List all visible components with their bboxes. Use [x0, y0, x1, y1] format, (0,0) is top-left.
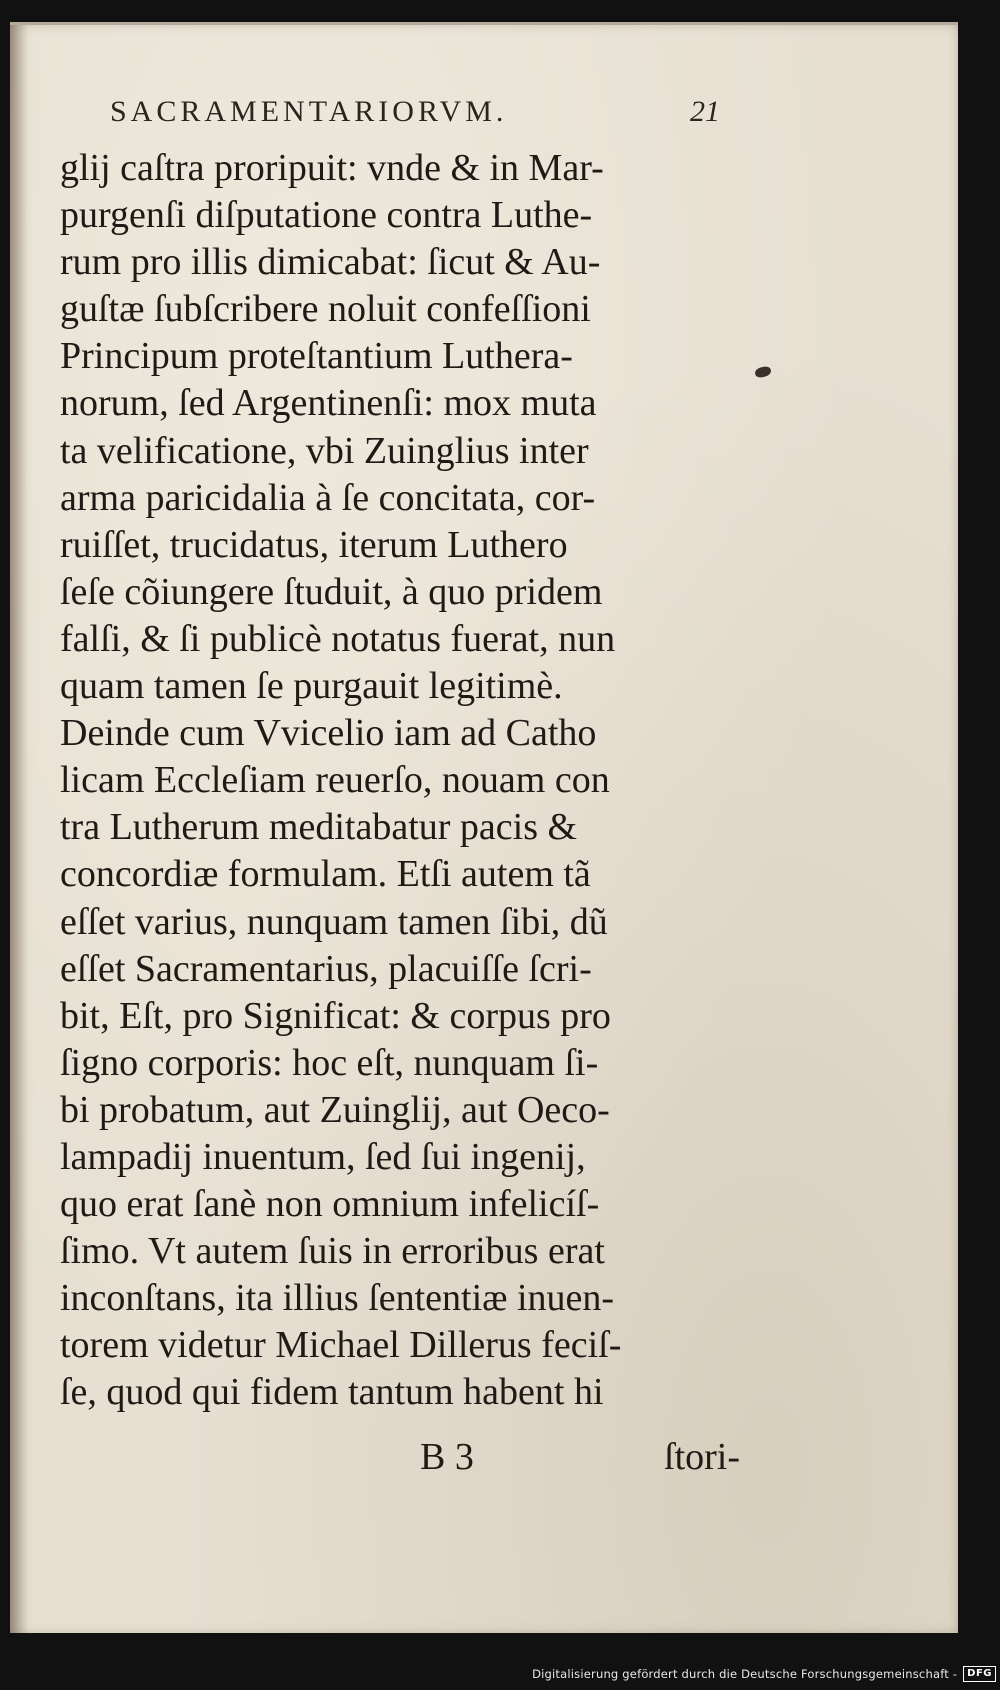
text-line: rum pro illis dimicabat: ſicut & Au- — [60, 241, 601, 284]
dfg-logo: DFG — [963, 1666, 996, 1682]
text-line: glij caſtra proripuit: vnde & in Mar- — [60, 147, 604, 189]
text-line: ta velificatione, vbi Zuinglius inter — [60, 429, 589, 472]
text-line: ruiſſet, trucidatus, iterum Luthero — [60, 523, 568, 566]
page-gutter-shadow — [10, 25, 28, 1633]
text-line: bit, Eſt, pro Significat: & corpus pro — [60, 994, 611, 1037]
text-line: ſigno corporis: hoc eſt, nunquam ſi- — [60, 1041, 599, 1084]
text-line: purgenſi diſputatione contra Luthe- — [60, 194, 593, 237]
page-header — [110, 95, 720, 145]
text-line: bi probatum, aut Zuinglij, aut Oeco- — [60, 1088, 610, 1131]
text-line: ſe, quod qui fidem tantum habent hi — [60, 1371, 604, 1414]
text-line: Principum proteſtantium Luthera- — [60, 335, 573, 378]
credit-text: Digitalisierung gefördert durch die Deutsche Forschungsgemeinschaft - — [532, 1667, 958, 1681]
running-head: SACRAMENTARIORVM. — [110, 95, 508, 128]
text-line: quo erat ſanè non omnium infelicíſ- — [60, 1183, 600, 1226]
text-line: lampadij inuentum, ſed ſui ingenij, — [60, 1135, 586, 1178]
book-page — [10, 22, 958, 1633]
text-line: Deinde cum Vvicelio iam ad Catho — [60, 712, 597, 755]
text-line: inconſtans, ita illius ſententiæ inuen- — [60, 1277, 615, 1320]
page-number: 21 — [690, 95, 720, 128]
text-line: norum, ſed Argentinenſi: mox muta — [60, 382, 597, 425]
catchword: ſtori- — [664, 1436, 740, 1478]
text-line: eſſet Sacramentarius, placuiſſe ſcri- — [60, 947, 592, 990]
text-line: quam tamen ſe purgauit legitimè. — [60, 665, 563, 708]
body-text — [60, 145, 740, 1417]
page-footer — [60, 1435, 740, 1485]
text-line: arma paricidalia à ſe concitata, cor- — [60, 476, 596, 519]
ink-blot-mark — [754, 366, 771, 379]
text-line: falſi, & ſi publicè notatus fuerat, nun — [60, 617, 616, 660]
digitization-credit — [532, 1664, 996, 1684]
text-line: guſtæ ſubſcribere noluit confeſſioni — [60, 288, 591, 331]
signature-mark: B 3 — [420, 1436, 474, 1478]
text-line: concordiæ formulam. Etſi autem tã — [60, 853, 591, 896]
text-line: eſſet varius, nunquam tamen ſibi, dũ — [60, 900, 608, 943]
text-line: ſimo. Vt autem ſuis in erroribus erat — [60, 1230, 605, 1273]
text-line: ſeſe cõiungere ſtuduit, à quo pridem — [60, 570, 603, 613]
text-line: tra Lutherum meditabatur pacis & — [60, 806, 578, 849]
text-line: licam Eccleſiam reuerſo, nouam con — [60, 759, 610, 802]
text-line: torem videtur Michael Dillerus feciſ- — [60, 1324, 622, 1367]
